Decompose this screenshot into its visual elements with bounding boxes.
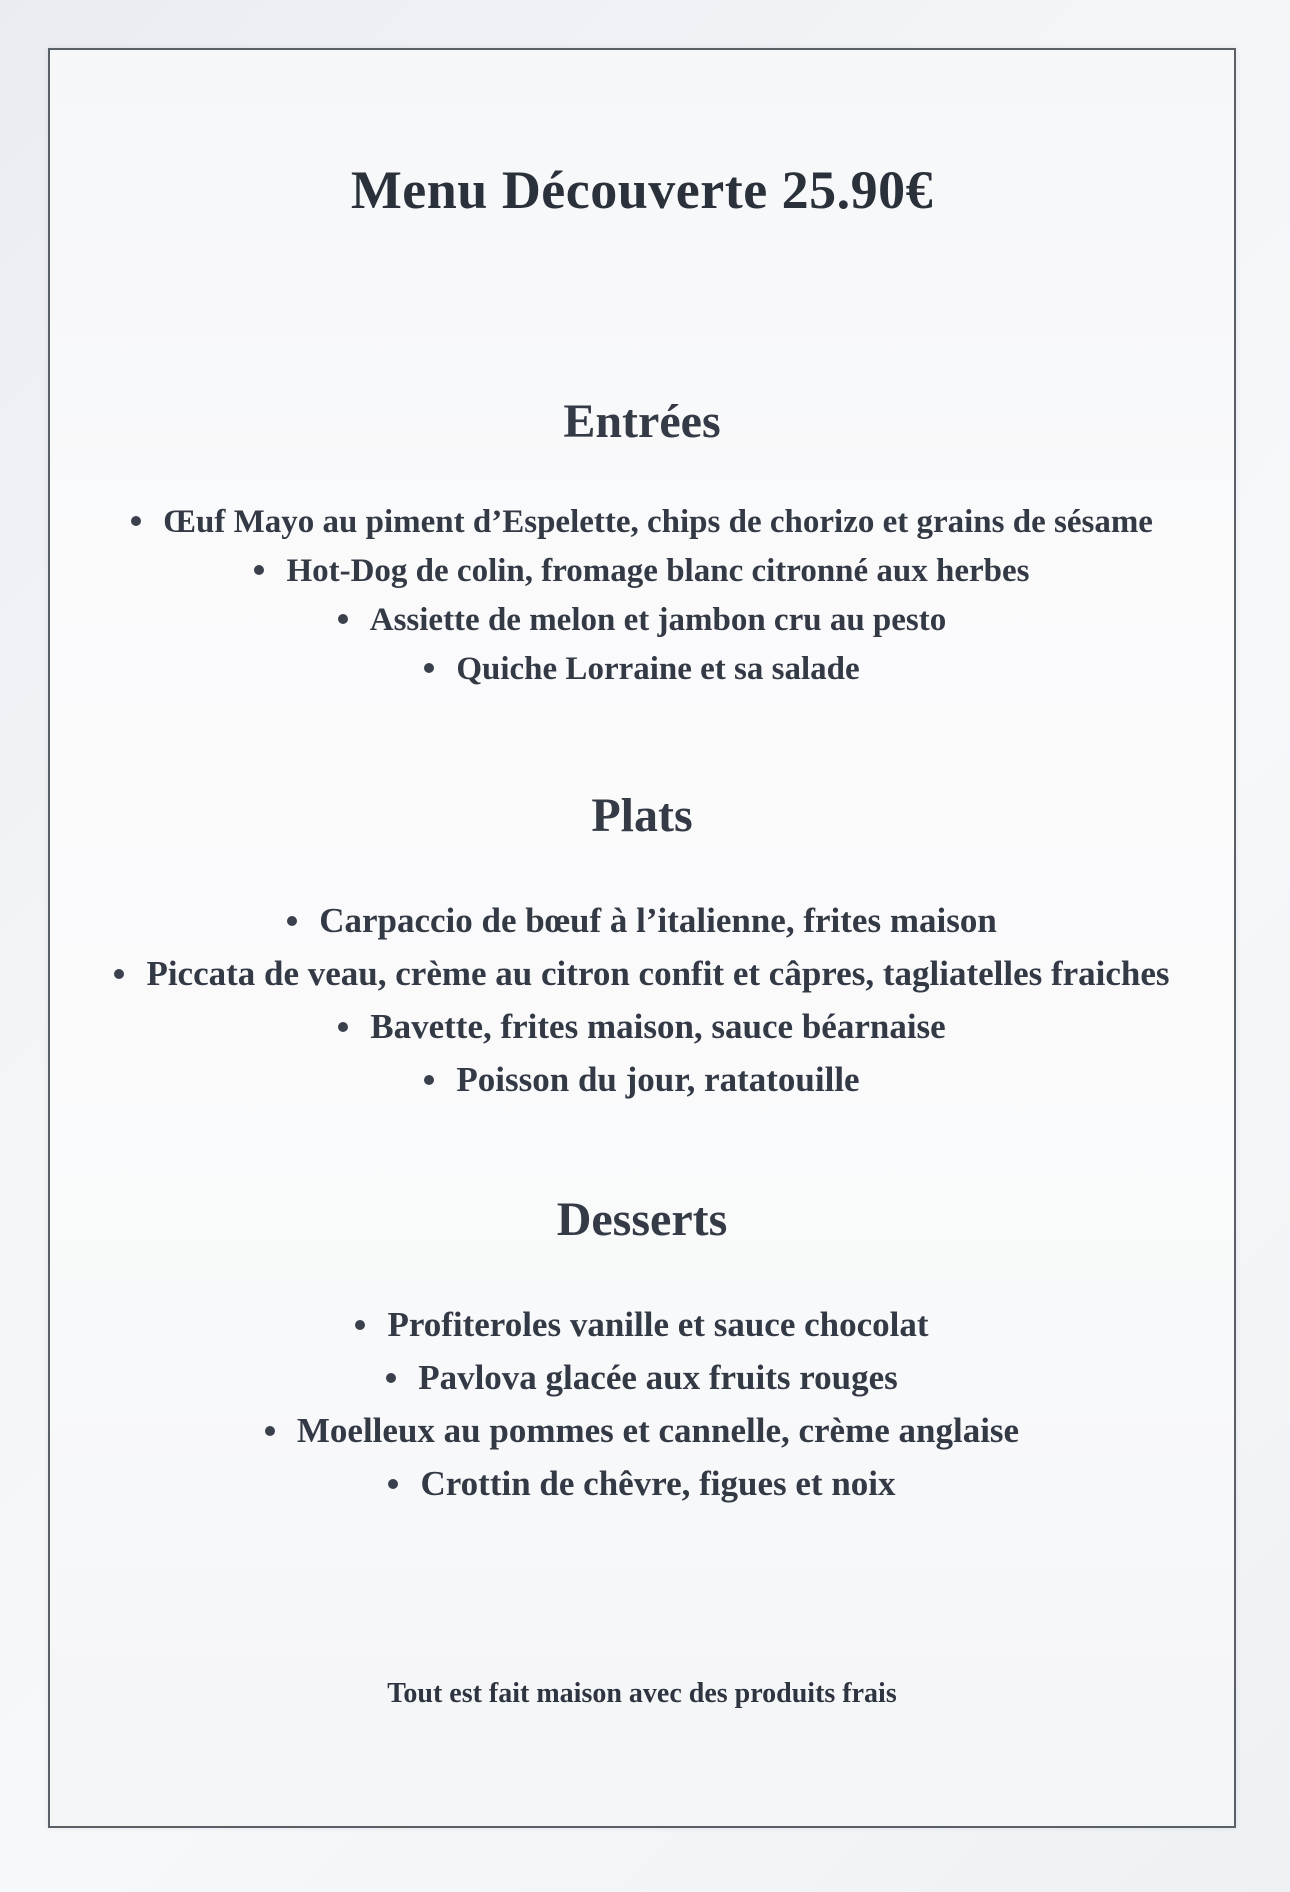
list-item: [50, 1298, 1234, 1351]
bullet-icon: [355, 1320, 365, 1330]
menu-item-text: Hot-Dog de colin, fromage blanc citronné aux herbes: [286, 553, 1030, 589]
list-item: [50, 947, 1234, 1000]
list-item: [50, 1351, 1234, 1404]
desserts-list: [50, 1298, 1234, 1510]
bullet-icon: [386, 1373, 396, 1383]
section-heading-entrees: Entrées: [563, 395, 721, 448]
section-heading-desserts: Desserts: [556, 1193, 728, 1246]
menu-item-text: Carpaccio de bœuf à l’italienne, frites maison: [319, 901, 997, 940]
bullet-icon: [424, 1075, 434, 1085]
section-heading-plats: Plats: [591, 789, 693, 842]
list-item: [50, 498, 1234, 547]
bullet-icon: [265, 1426, 275, 1436]
list-item: [50, 596, 1234, 645]
bullet-icon: [388, 1479, 398, 1489]
list-item: [50, 894, 1234, 947]
menu-item-text: Œuf Mayo au piment d’Espelette, chips de chorizo et grains de sésame: [163, 504, 1153, 540]
menu-title: Menu Découverte 25.90€: [350, 160, 934, 220]
list-item: [50, 547, 1234, 596]
list-item: [50, 1053, 1234, 1106]
menu-item-text: Crottin de chêvre, figues et noix: [420, 1464, 896, 1503]
plats-list: [50, 894, 1234, 1106]
list-item: [50, 1457, 1234, 1510]
menu-item-text: Profiteroles vanille et sauce chocolat: [387, 1305, 929, 1344]
menu-item-text: Poisson du jour, ratatouille: [456, 1060, 860, 1099]
bullet-icon: [131, 516, 141, 526]
menu-item-text: Moelleux au pommes et cannelle, crème anglaise: [296, 1411, 1020, 1450]
bullet-icon: [338, 614, 348, 624]
list-item: [50, 1404, 1234, 1457]
menu-item-text: Pavlova glacée aux fruits rouges: [418, 1358, 898, 1397]
footer-note: Tout est fait maison avec des produits frais: [387, 1678, 897, 1709]
menu-page: [48, 48, 1236, 1828]
bullet-icon: [424, 663, 434, 673]
menu-item-text: Piccata de veau, crème au citron confit et câpres, tagliatelles fraiches: [146, 954, 1170, 993]
entrees-list: [50, 498, 1234, 694]
bullet-icon: [338, 1022, 348, 1032]
bullet-icon: [114, 969, 124, 979]
bullet-icon: [287, 916, 297, 926]
menu-item-text: Assiette de melon et jambon cru au pesto: [369, 602, 947, 638]
menu-item-text: Bavette, frites maison, sauce béarnaise: [370, 1007, 946, 1046]
list-item: [50, 645, 1234, 694]
menu-item-text: Quiche Lorraine et sa salade: [456, 651, 860, 687]
list-item: [50, 1000, 1234, 1053]
bullet-icon: [254, 565, 264, 575]
